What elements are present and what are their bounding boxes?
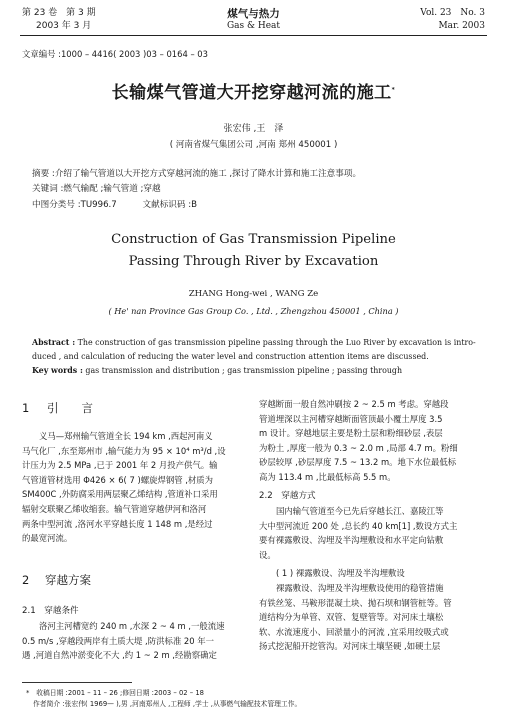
title-cn-text: 长输煤气管道大开挖穿越河流的施工 (111, 83, 392, 103)
r1-line: 穿越断面一般自然冲刷按 2 ~ 2.5 m 考虑。穿越段 (259, 399, 449, 409)
r3-line: 裸露敷设、沟埋及半沟埋敷设使用的稳管措施 (276, 583, 444, 593)
journal-volume-issue: 第 23 卷 第 3 期 (22, 8, 96, 18)
footnote-dates: * 收稿日期 :2001 – 11 – 26 ;修回日期 :2003 – 02 – 18 (26, 689, 204, 697)
journal-title-en: Gas & Heat (226, 21, 281, 31)
title-footnote-mark: * (391, 86, 396, 94)
r1-line: m 设计。穿越地层主要是粉土层和粉细砂层 ,表层 (259, 428, 443, 439)
s1-line: 气管道管材选用 Φ426 × 6( 7 )螺旋焊钢管 ,材质为 (22, 474, 214, 485)
s21-line: 0.5 m/s ,穿越段两岸有土质大堤 ,防洪标准 20 年一 (22, 635, 214, 646)
footnote-rule (22, 682, 132, 683)
abstract-en (32, 336, 477, 378)
s1-line: 义马—郑州输气管道全长 194 km ,西起河南义 (39, 431, 213, 441)
r1-line: 为粉土 ,厚度一般为 0.3 ~ 2.0 m ,局部 4.7 m。粉细 (259, 442, 458, 453)
s1-line: 计压力为 2.5 MPa ,已于 2001 年 2 月投产供气。输 (22, 460, 218, 471)
r2-line (259, 519, 485, 534)
s1-line: SM400C ,外防腐采用两层聚乙烯结构 ,管道补口采用 (22, 489, 218, 500)
s1-line: 马气化厂 ,东至郑州市 ,输气能力为 95 × 10⁴ m³/d ,设 (22, 445, 226, 456)
r1-line: 砂层较厚 ,砂层厚度 7.5 ~ 13.2 m。地下水位最低标 (259, 457, 457, 468)
section2-1-paragraph (22, 619, 247, 663)
title-cn (0, 78, 507, 103)
section2-title: 穿越方案 (44, 573, 91, 587)
s21-line: 遇 ,河道自然冲淤变化不大 ,约 1 ~ 2 m ,经勘察确定 (22, 650, 217, 661)
keywords-en-line (32, 364, 477, 378)
s1-line: 辐射交联聚乙烯收缩套。输气管道穿越伊河和洛河 (22, 503, 207, 514)
right-col-paragraph3 (259, 581, 485, 654)
subsection-2-2: 2.2 穿越方式 (259, 491, 316, 501)
title-en-line1: Construction of Gas Transmission Pipeline (111, 232, 396, 247)
r2-line-text: 大中型河流近 200 处 ,总长约 40 km[1] ,数设方式主 (259, 520, 458, 531)
journal-title-cn: 煤气与热力 (227, 8, 280, 20)
keywords-cn: 关键词 :燃气输配 ;输气管道 ;穿越 (32, 184, 161, 194)
journal-date-en: Mar. 2003 (438, 21, 485, 31)
section2-heading (22, 572, 91, 588)
article-number: 文章编号 :1000 – 4416( 2003 )03 – 0164 – 03 (22, 49, 208, 59)
abstract-en-text1: The construction of gas transmission pipeline passing through the Luo River by excavation is intro- (77, 338, 476, 347)
r3-line: 有铁丝笼、马鞍形混凝土块、抛石坝和钢管桩等。管 (259, 597, 452, 608)
title-en-line2: Passing Through River by Excavation (128, 254, 379, 269)
s1-line: 两条中型河流 ,洛河水平穿越长度 1 148 m ,是经过 (22, 518, 213, 529)
abstract-cn: 摘要 :介绍了输气管道以大开挖方式穿越河流的施工 ,探讨了降水计算和施工注意事项。 (32, 169, 362, 179)
right-col-paragraph1 (259, 397, 485, 485)
footnote-author-bio: 作者简介 :张宏伟( 1969— ),男 ,河南郑州人 ,工程师 ,学士 ,从事燃气输配技术管理工作。 (33, 700, 302, 708)
keywords-en: gas transmission and distribution ; gas transmission pipeline ; passing through (85, 366, 403, 375)
r3-line: 扬式挖泥船开挖管沟。对河床土壤坚硬 ,如硬土层 (259, 641, 441, 652)
r1-line: 高为 113.4 m ,比最低标高 5.5 m。 (259, 471, 396, 482)
classification-cn: 中图分类号 :TU996.7 文献标识码 :B (32, 200, 198, 210)
section1-title: 引 言 (46, 401, 93, 415)
journal-date: 2003 年 3 月 (36, 21, 92, 31)
section2-number: 2 (22, 573, 30, 587)
authors-en: ZHANG Hong-wei , WANG Ze (188, 289, 319, 299)
r2-line: 国内输气管道至今已先后穿越长江、嘉陵江等 (276, 506, 444, 516)
s21-line: 洛河主河槽宽约 240 m ,水深 2 ~ 4 m ,一般流速 (39, 621, 225, 631)
section1-paragraph (22, 429, 247, 546)
right-col-paragraph2 (259, 504, 485, 562)
s1-line: 的最宽河流。 (22, 533, 73, 544)
journal-vol-no-en: Vol. 23 No. 3 (420, 8, 485, 18)
authors-cn: 张宏伟 ,王 泽 (223, 124, 284, 134)
abstract-en-line2: duced , and calculation of reducing the water level and construction attention items are discussed. (32, 352, 429, 361)
keywords-en-label: Key words : (32, 366, 83, 375)
section1-number: 1 (22, 401, 30, 415)
abstract-en-label: Abstract : (32, 338, 76, 347)
affiliation-cn: ( 河南省煤气集团公司 ,河南 郑州 450001 ) (169, 140, 338, 150)
r2-line: 要有裸露敷设、沟埋及半沟埋敷设和水平定向钻敷 (259, 535, 444, 546)
header-rule (20, 35, 487, 36)
r3-line: 道结构分为单管、双管、复壁管等。对河床土壤松 (259, 612, 444, 623)
section1-heading (22, 400, 93, 416)
affiliation-en: ( He' nan Province Gas Group Co. , Ltd. , Zhengzhou 450001 , China ) (108, 306, 399, 316)
subsection-2-1: 2.1 穿越条件 (22, 606, 79, 616)
item-1-heading: ( 1 ) 裸露敷设、沟埋及半沟埋敷设 (276, 568, 405, 578)
r2-line: 设。 (259, 549, 276, 560)
r3-line: 软、水流速度小、回淤量小的河流 ,宜采用绞吸式或 (259, 626, 449, 637)
r1-line: 管道埋深以主河槽穿越断面管顶最小覆土厚度 3.5 (259, 413, 443, 424)
abstract-en-line1 (32, 336, 477, 350)
